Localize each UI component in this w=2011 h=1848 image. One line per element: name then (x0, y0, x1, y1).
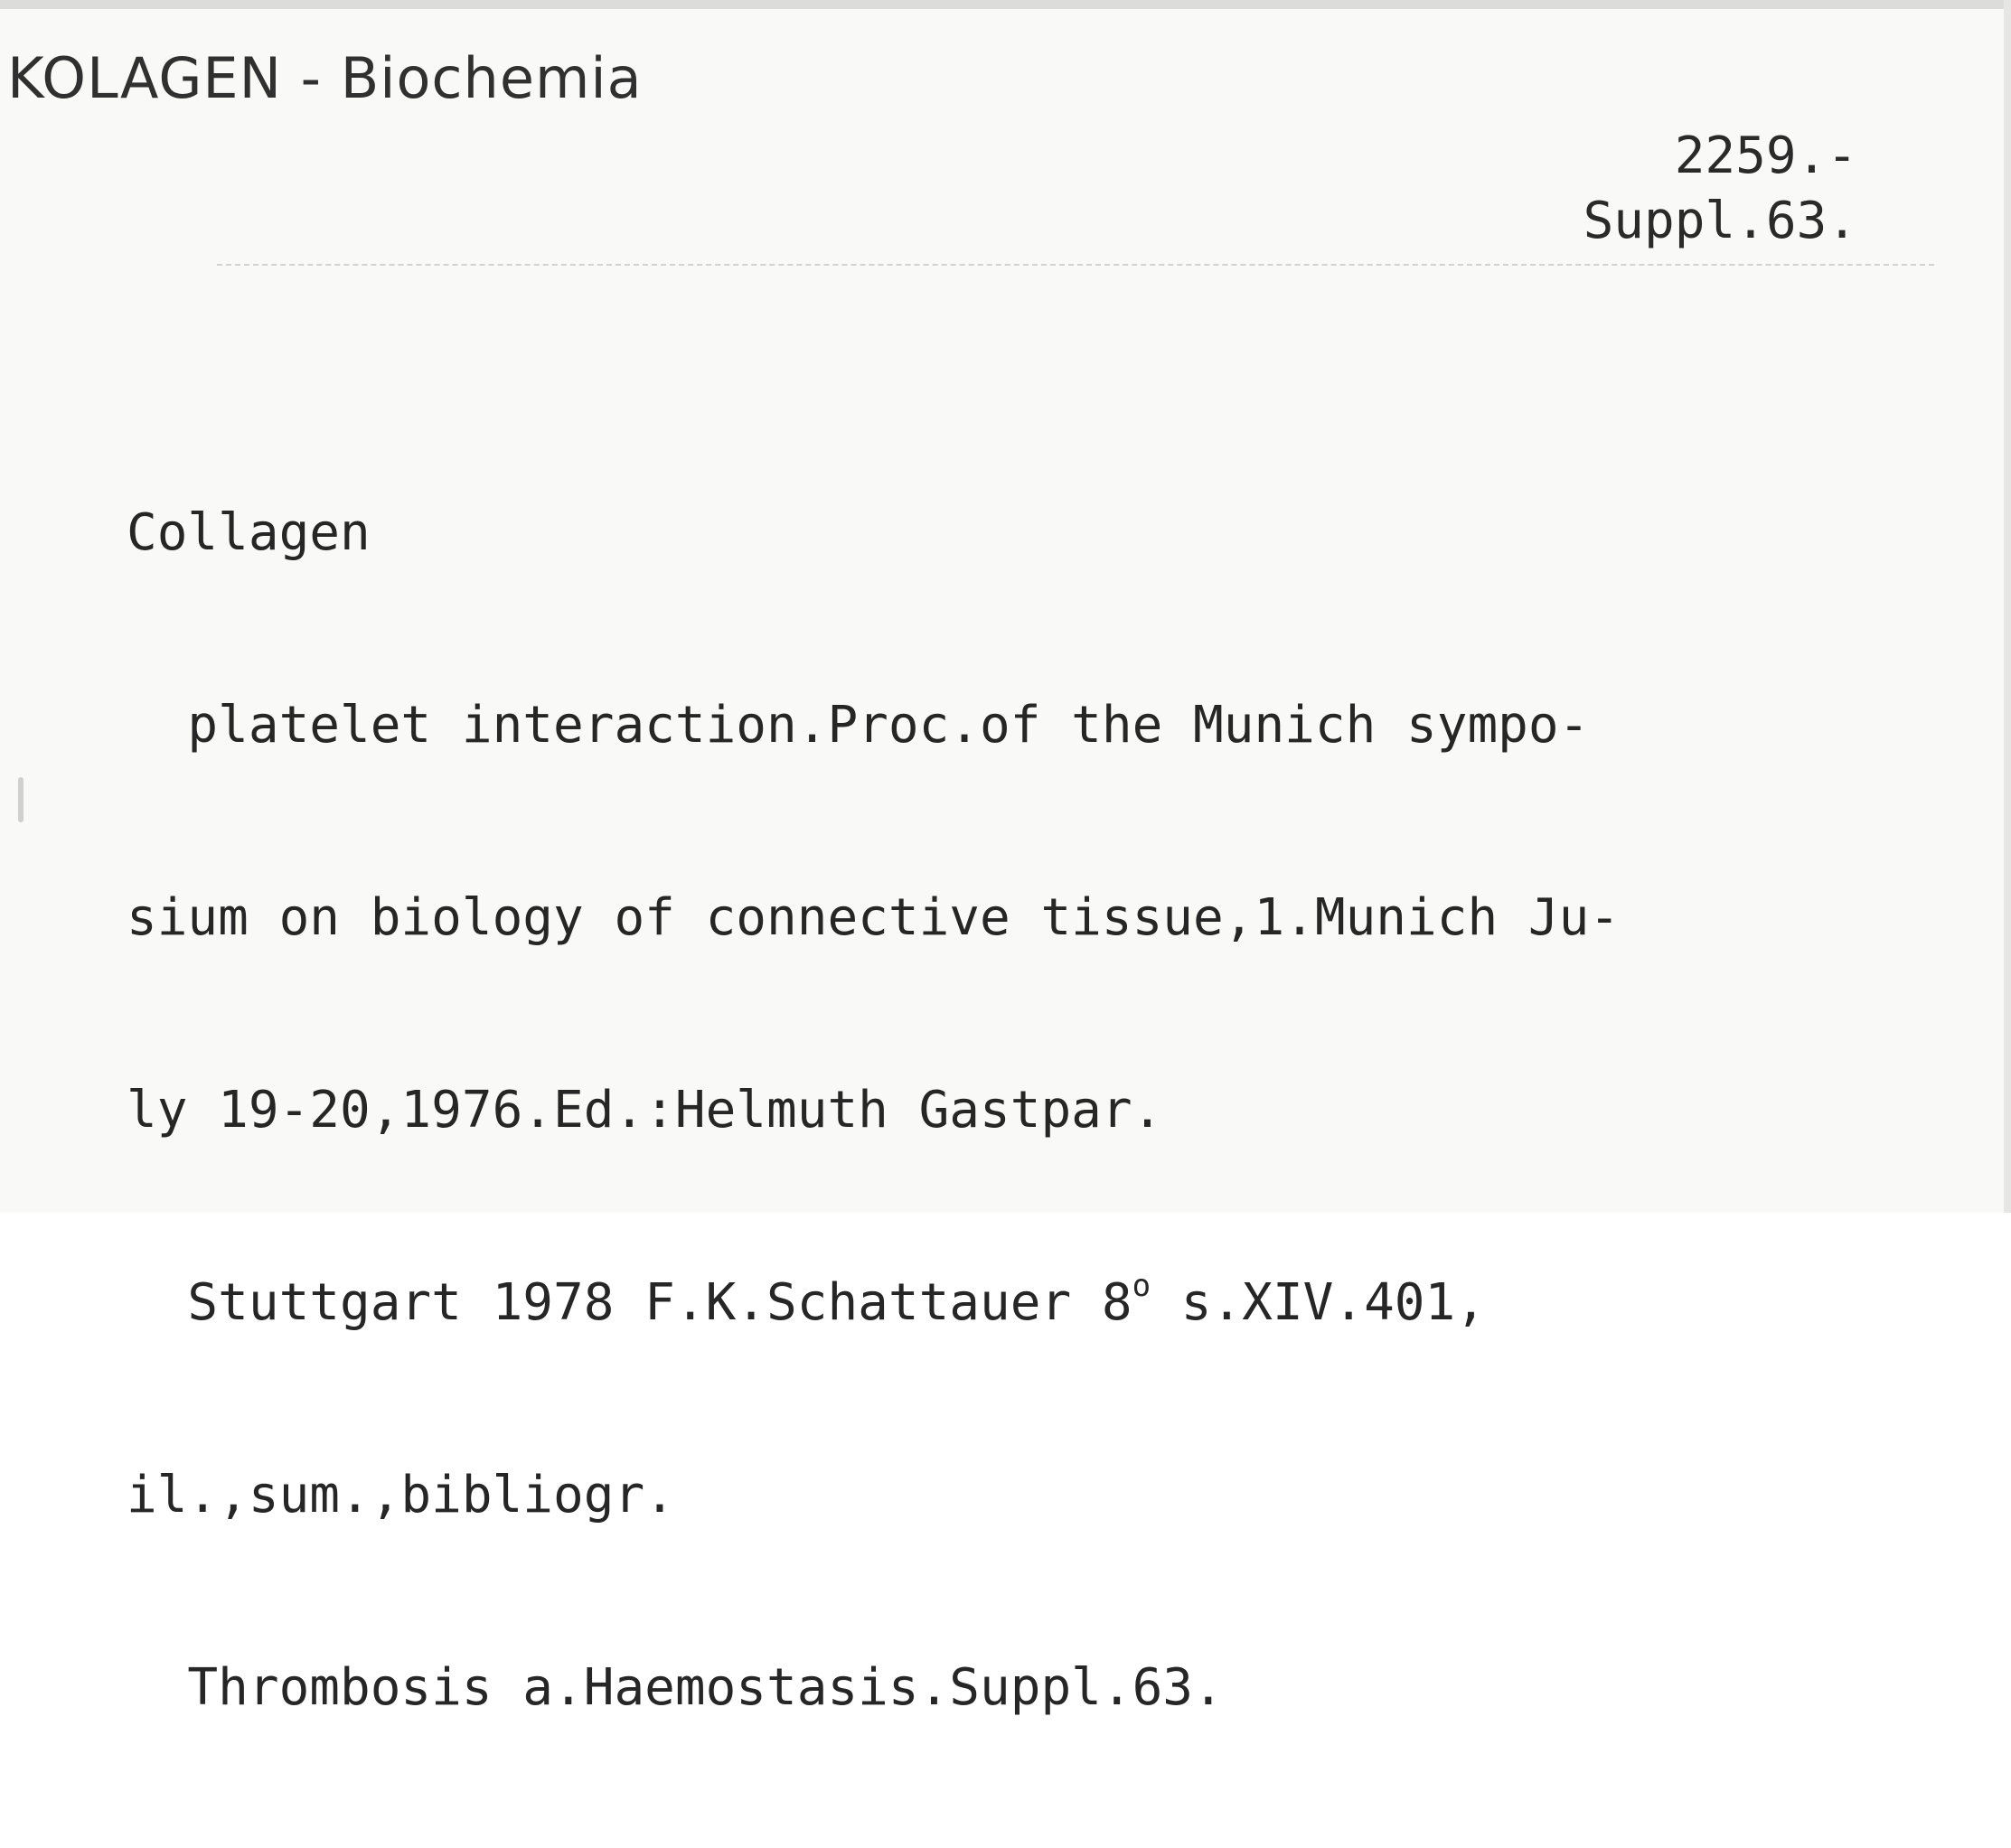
entry-line-notes: il.,sum.,bibliogr. (127, 1466, 675, 1524)
dotted-divider (217, 264, 1934, 266)
entry-line-editor: ly 19-20,1976.Ed.:Helmuth Gastpar. (127, 1081, 1163, 1140)
imprint-pages: s.XIV.401, (1151, 1273, 1486, 1332)
bibliographic-entry (127, 372, 1620, 1848)
call-number-supplement: Suppl.63. (1583, 192, 1857, 250)
paper-mark (18, 777, 23, 822)
entry-line-subtitle-cont: sium on biology of connective tissue,1.Munich Ju- (127, 888, 1621, 947)
call-number: 2259.- (1674, 127, 1857, 185)
entry-line-title: Collagen (127, 503, 371, 562)
card-top-edge (0, 0, 2011, 9)
imprint-text: Stuttgart 1978 F.K.Schattauer 8 (127, 1273, 1132, 1332)
subject-heading: KOLAGEN - Biochemia (7, 45, 643, 111)
entry-line-subtitle: platelet interaction.Proc.of the Munich sympo- (127, 696, 1590, 755)
card-right-edge (2004, 0, 2011, 1213)
entry-line-series: Thrombosis a.Haemostasis.Suppl.63. (127, 1658, 1224, 1717)
format-superscript: o (1132, 1268, 1151, 1304)
entry-line-imprint (127, 1268, 1620, 1335)
